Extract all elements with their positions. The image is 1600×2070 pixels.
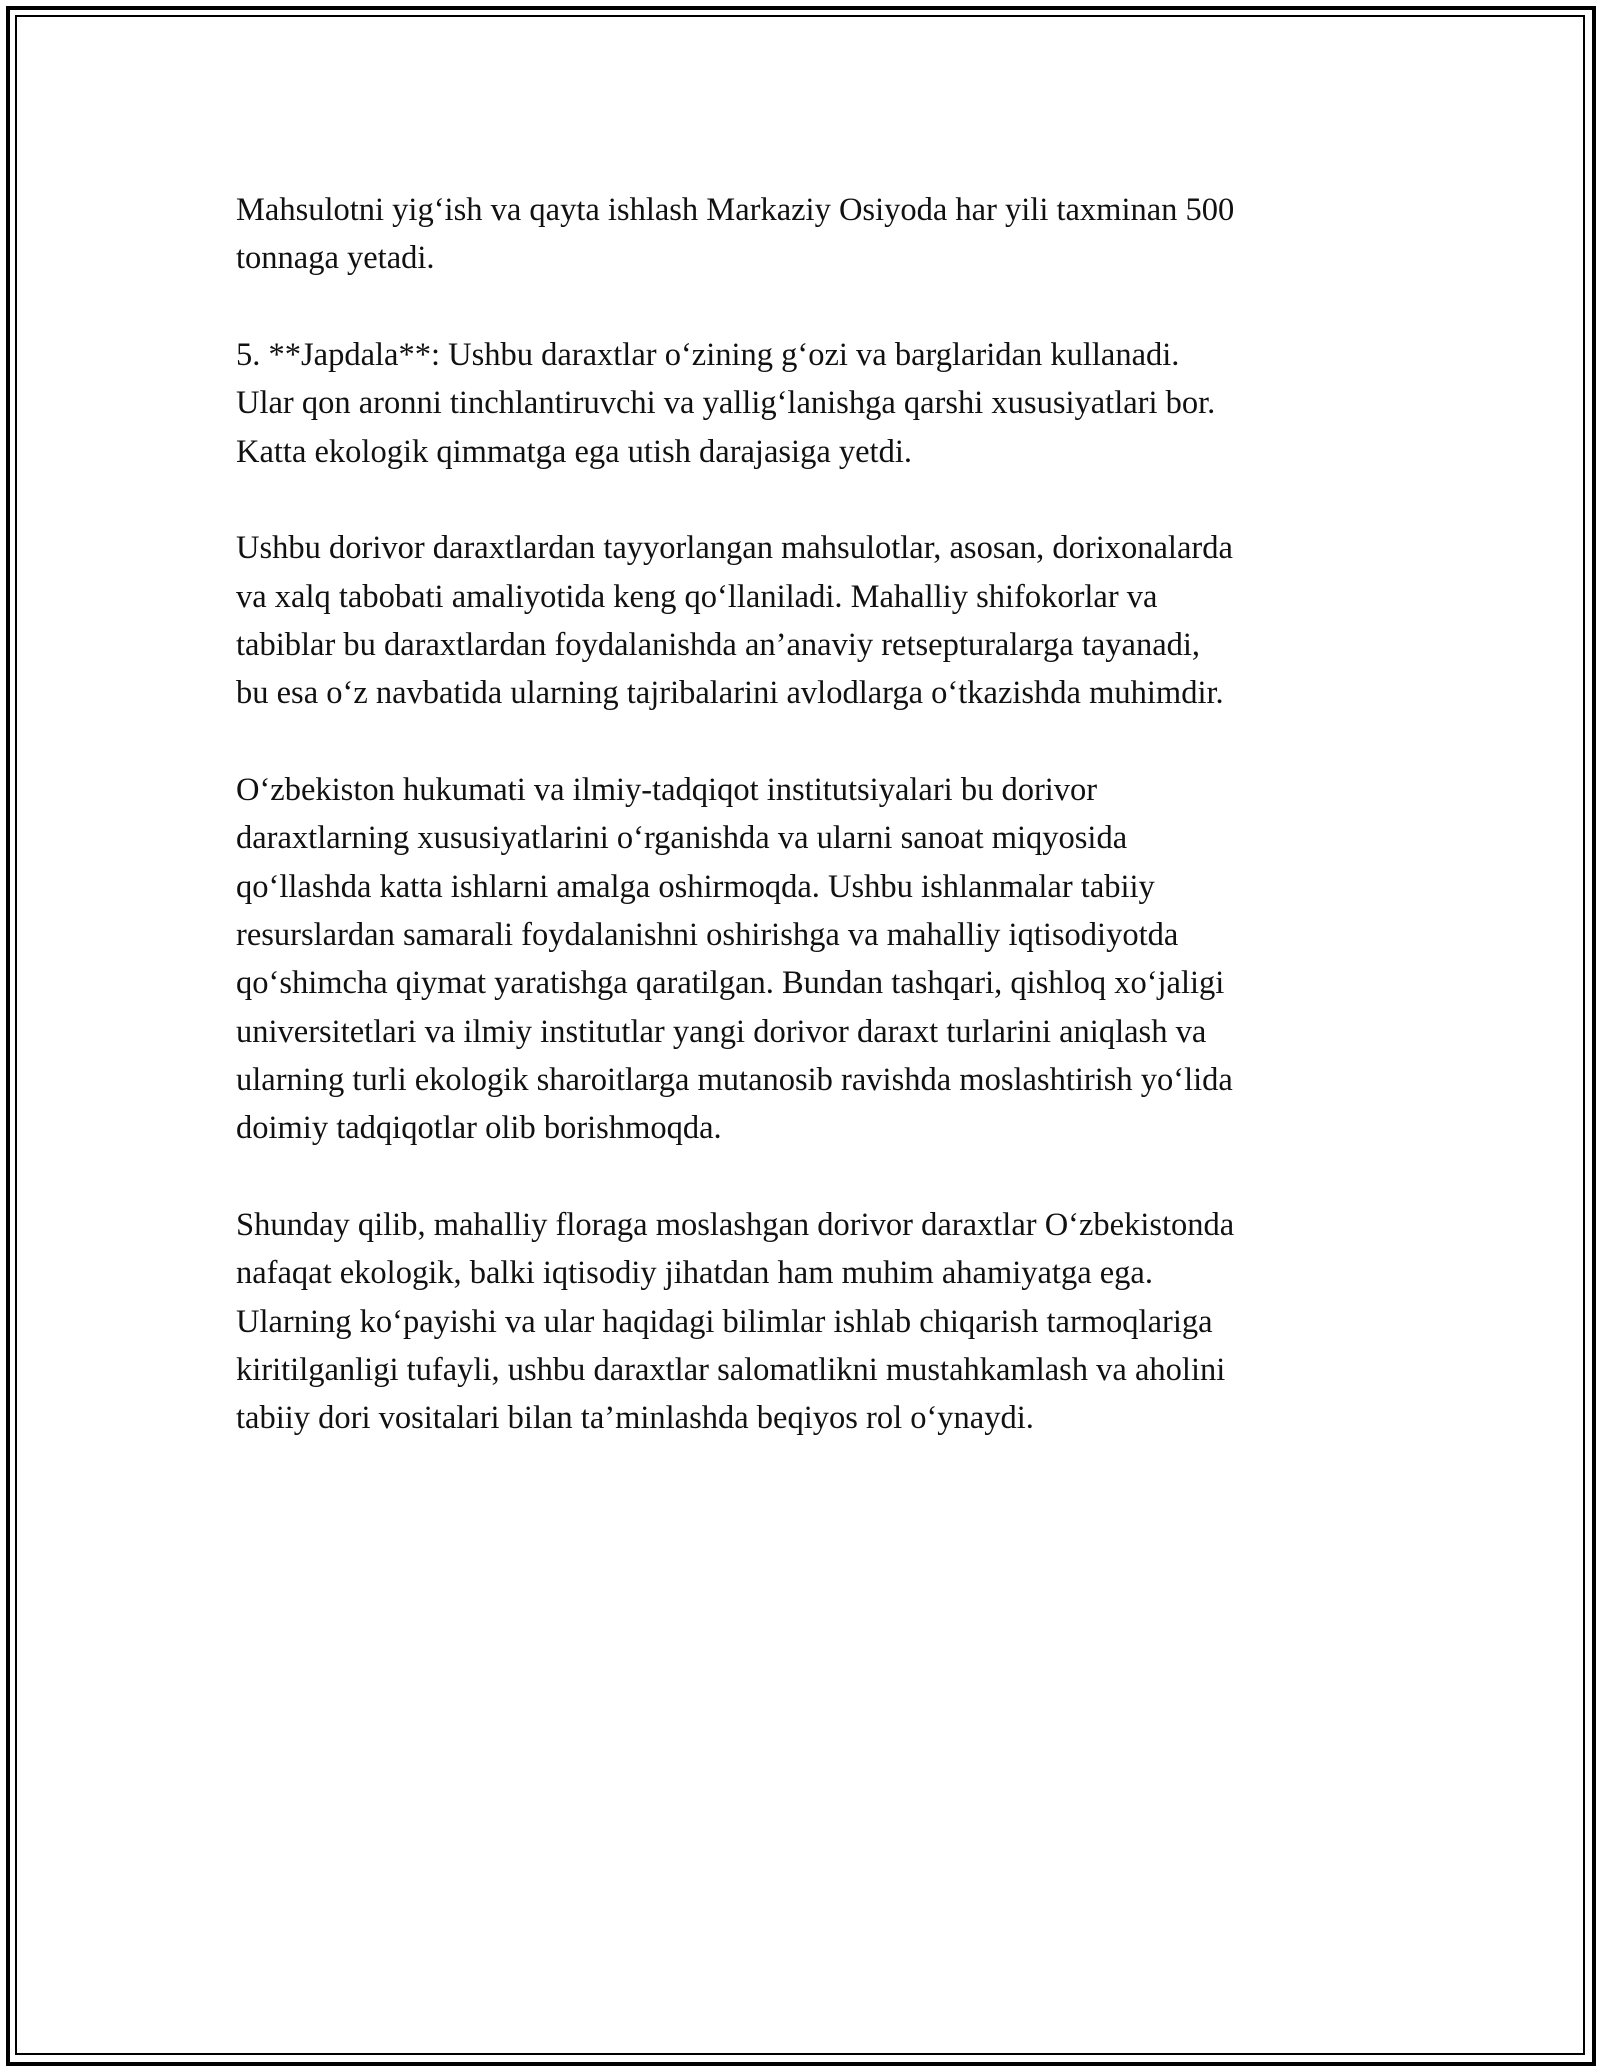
text-line: Ularning ko‘payishi va ular haqidagi bilimlar ishlab chiqarish tarmoqlariga xyxy=(236,1303,1213,1340)
paragraph-usage xyxy=(236,524,1366,717)
paragraph-conclusion xyxy=(236,1201,1366,1442)
text-line: tonnaga yetadi. xyxy=(236,240,435,277)
text-line: qo‘llashda katta ishlarni amalga oshirmoqda. Ushbu ishlanmalar tabiiy xyxy=(236,868,1155,905)
text-line: Katta ekologik qimmatga ega utish darajasiga yetdi. xyxy=(236,433,912,470)
text-line: tabiblar bu daraxtlardan foydalanishda an’anaviy retsepturalarga tayanadi, xyxy=(236,627,1201,664)
text-line: ularning turli ekologik sharoitlarga mutanosib ravishda moslashtirish yo‘lida xyxy=(236,1061,1233,1098)
text-line: 5. **Japdala**: Ushbu daraxtlar o‘zining g‘ozi va barglaridan kullanadi. xyxy=(236,337,1180,374)
text-line: nafaqat ekologik, balki iqtisodiy jihatdan ham muhim ahamiyatga ega. xyxy=(236,1255,1153,1292)
text-line: O‘zbekiston hukumati va ilmiy-tadqiqot institutsiyalari bu dorivor xyxy=(236,772,1098,809)
paragraph-japdala xyxy=(236,331,1366,476)
paragraph-harvest xyxy=(236,186,1366,283)
text-line: Ular qon aronni tinchlantiruvchi va yallig‘lanishga qarshi xususiyatlari bor. xyxy=(236,385,1216,422)
text-line: qo‘shimcha qiymat yaratishga qaratilgan. Bundan tashqari, qishloq xo‘jaligi xyxy=(236,965,1225,1002)
text-line: Shunday qilib, mahalliy floraga moslashgan dorivor daraxtlar O‘zbekistonda xyxy=(236,1207,1235,1244)
text-line: doimiy tadqiqotlar olib borishmoqda. xyxy=(236,1110,722,1147)
text-line: daraxtlarning xususiyatlarini o‘rganishda va ularni sanoat miqyosida xyxy=(236,820,1128,857)
text-line: va xalq tabobati amaliyotida keng qo‘llaniladi. Mahalliy shifokorlar va xyxy=(236,578,1158,615)
text-line: tabiiy dori vositalari bilan ta’minlashda beqiyos rol o‘ynaydi. xyxy=(236,1400,1034,1437)
text-line: Ushbu dorivor daraxtlardan tayyorlangan mahsulotlar, asosan, dorixonalarda xyxy=(236,530,1233,567)
text-line: kiritilganligi tufayli, ushbu daraxtlar salomatlikni mustahkamlash va aholini xyxy=(236,1351,1226,1388)
document-body xyxy=(236,186,1366,1491)
text-line: universitetlari va ilmiy institutlar yangi dorivor daraxt turlarini aniqlash va xyxy=(236,1013,1207,1050)
paragraph-research xyxy=(236,766,1366,1152)
text-line: resurslardan samarali foydalanishni oshirishga va mahalliy iqtisodiyotda xyxy=(236,917,1179,954)
text-line: Mahsulotni yig‘ish va qayta ishlash Markaziy Osiyoda har yili taxminan 500 xyxy=(236,192,1235,228)
text-line: bu esa o‘z navbatida ularning tajribalarini avlodlarga o‘tkazishda muhimdir. xyxy=(236,675,1224,712)
